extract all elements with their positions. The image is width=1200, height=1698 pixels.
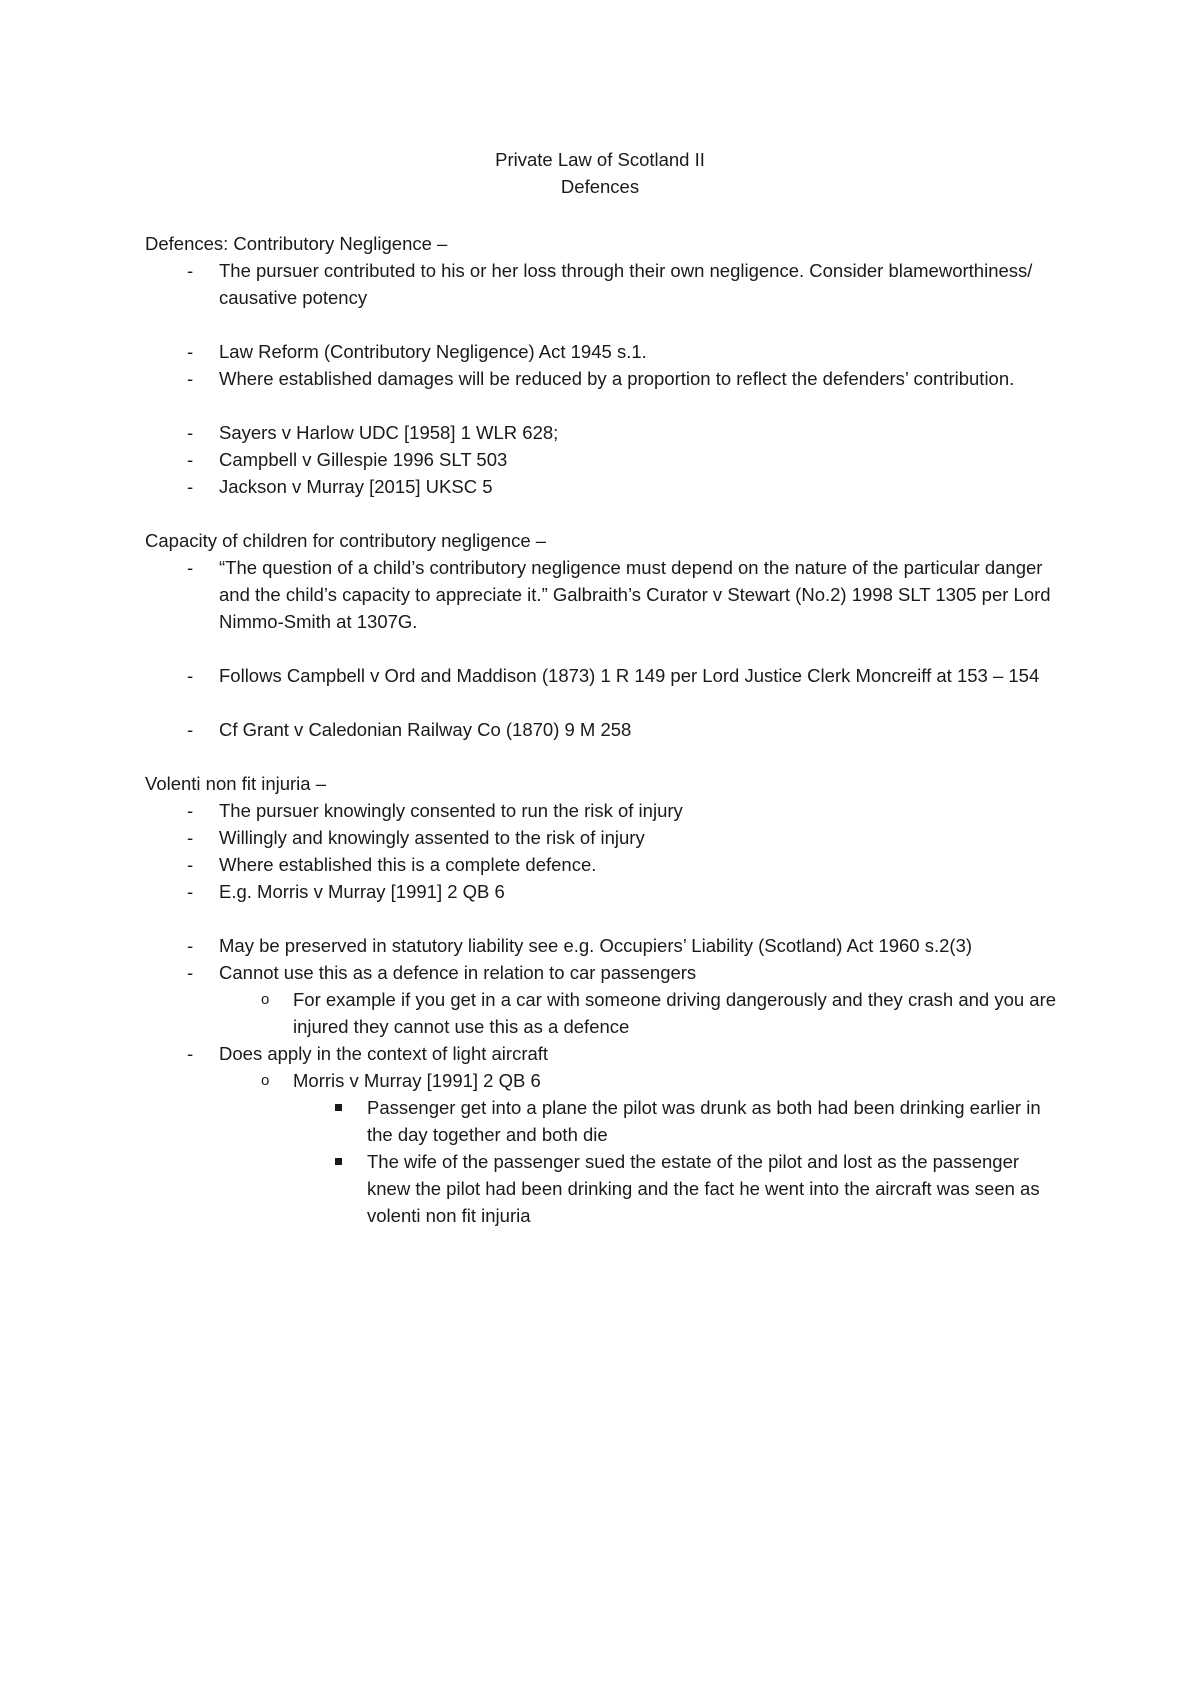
square-bullet-icon bbox=[335, 1158, 342, 1165]
dash-bullet: - bbox=[187, 368, 194, 389]
list-item: - May be preserved in statutory liability see e.g. Occupiers’ Liability (Scotland) Act 1960 s.2(3) bbox=[145, 932, 1065, 959]
circle-bullet: o bbox=[261, 1072, 270, 1089]
document-title: Private Law of Scotland II bbox=[495, 149, 705, 170]
sub-sub-list-item: The wife of the passenger sued the estate of the pilot and lost as the passenger knew the pilot had been drinking and the fact he went into the aircraft was seen as volenti non fit injuria bbox=[145, 1148, 1065, 1229]
title-block bbox=[0, 146, 1200, 200]
list-item: - Follows Campbell v Ord and Maddison (1873) 1 R 149 per Lord Justice Clerk Moncreiff at 153 – 154 bbox=[145, 662, 1065, 689]
dash-bullet: - bbox=[187, 962, 194, 983]
section-heading-capacity-of-children: Capacity of children for contributory negligence – bbox=[145, 530, 547, 551]
list-item: - Does apply in the context of light aircraft bbox=[145, 1040, 1065, 1067]
list-item: - Cannot use this as a defence in relation to car passengers bbox=[145, 959, 1065, 986]
document-subtitle: Defences bbox=[560, 176, 640, 197]
list-item: - E.g. Morris v Murray [1991] 2 QB 6 bbox=[145, 878, 1065, 905]
dash-bullet: - bbox=[187, 719, 194, 740]
list-item: - Sayers v Harlow UDC [1958] 1 WLR 628; bbox=[145, 419, 1065, 446]
list-item: - “The question of a child’s contributory negligence must depend on the nature of the particular danger and the child’s capacity to appreciate it.” Galbraith’s Curator v Stewart (No.2) 1998 SLT 1305 per Lord Nimmo-Smith at 1307G. bbox=[145, 554, 1065, 635]
dash-bullet: - bbox=[187, 476, 194, 497]
list-item: - Jackson v Murray [2015] UKSC 5 bbox=[145, 473, 1065, 500]
sub-list-item: o Morris v Murray [1991] 2 QB 6 bbox=[145, 1067, 1065, 1094]
dash-bullet: - bbox=[187, 881, 194, 902]
list-item: - The pursuer contributed to his or her loss through their own negligence. Consider blameworthiness/ causative potency bbox=[145, 257, 1065, 311]
circle-bullet: o bbox=[261, 991, 270, 1008]
dash-bullet: - bbox=[187, 665, 194, 686]
dash-bullet: - bbox=[187, 827, 194, 848]
list-item: - Cf Grant v Caledonian Railway Co (1870) 9 M 258 bbox=[145, 716, 1065, 743]
list-item: - Law Reform (Contributory Negligence) Act 1945 s.1. bbox=[145, 338, 1065, 365]
list-item: - Willingly and knowingly assented to the risk of injury bbox=[145, 824, 1065, 851]
list-item: - Where established damages will be reduced by a proportion to reflect the defenders’ contribution. bbox=[145, 365, 1065, 392]
dash-bullet: - bbox=[187, 935, 194, 956]
section-heading-contributory-negligence: Defences: Contributory Negligence – bbox=[145, 233, 448, 254]
sub-list-item: o For example if you get in a car with someone driving dangerously and they crash and you are injured they cannot use this as a defence bbox=[145, 986, 1065, 1040]
document-body bbox=[145, 230, 1065, 1229]
dash-bullet: - bbox=[187, 341, 194, 362]
dash-bullet: - bbox=[187, 854, 194, 875]
list-item: - The pursuer knowingly consented to run the risk of injury bbox=[145, 797, 1065, 824]
dash-bullet: - bbox=[187, 557, 194, 578]
dash-bullet: - bbox=[187, 260, 194, 281]
list-item: - Where established this is a complete defence. bbox=[145, 851, 1065, 878]
dash-bullet: - bbox=[187, 1043, 194, 1064]
section-heading-volenti: Volenti non fit injuria – bbox=[145, 773, 327, 794]
square-bullet-icon bbox=[335, 1104, 342, 1111]
dash-bullet: - bbox=[187, 800, 194, 821]
sub-sub-list-item: Passenger get into a plane the pilot was drunk as both had been drinking earlier in the day together and both die bbox=[145, 1094, 1065, 1148]
dash-bullet: - bbox=[187, 449, 194, 470]
dash-bullet: - bbox=[187, 422, 194, 443]
list-item: - Campbell v Gillespie 1996 SLT 503 bbox=[145, 446, 1065, 473]
